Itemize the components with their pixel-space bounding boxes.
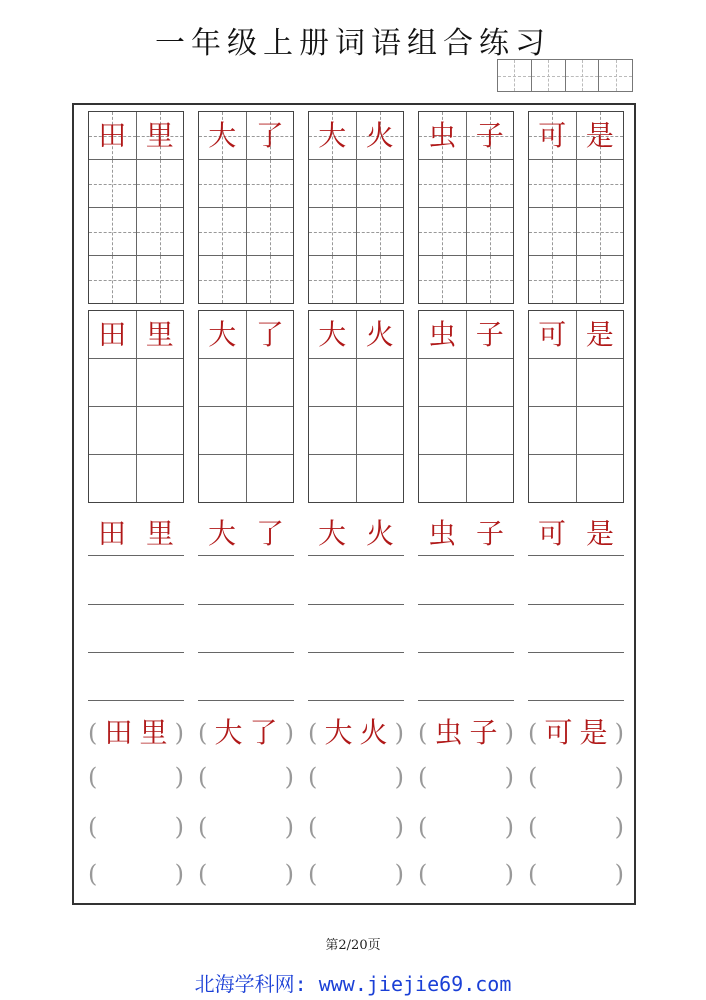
score-box — [497, 59, 633, 92]
close-paren: ) — [174, 719, 184, 747]
answer-parentheses[interactable] — [88, 815, 184, 839]
example-cell — [467, 311, 514, 358]
model-character: 火 — [365, 118, 394, 152]
writing-line[interactable] — [418, 604, 514, 605]
grid-row — [419, 407, 513, 455]
example-cell — [467, 112, 514, 159]
writing-line[interactable] — [528, 700, 624, 701]
model-character: 子 — [469, 716, 498, 749]
example-cell — [529, 112, 577, 159]
example-cell — [577, 112, 624, 159]
answer-parentheses[interactable] — [308, 815, 404, 839]
grid-row — [199, 359, 293, 407]
open-paren: ( — [528, 860, 538, 888]
writing-cell[interactable] — [309, 455, 357, 502]
writing-line[interactable] — [88, 555, 184, 556]
grid-row — [529, 407, 623, 455]
grid-row — [199, 112, 293, 160]
close-paren: ) — [504, 719, 514, 747]
model-character: 是 — [585, 118, 614, 152]
model-character: 田 — [104, 716, 133, 749]
grid-row — [419, 455, 513, 502]
writing-cell[interactable] — [529, 455, 577, 502]
writing-cell[interactable] — [309, 208, 357, 255]
answer-parentheses[interactable] — [308, 765, 404, 789]
line-word — [308, 517, 404, 550]
model-character: 大 — [318, 118, 347, 152]
writing-cell[interactable] — [467, 256, 514, 303]
writing-cell[interactable] — [309, 407, 357, 454]
answer-parentheses[interactable] — [88, 765, 184, 789]
writing-cell[interactable] — [357, 208, 404, 255]
example-cell — [419, 311, 467, 358]
writing-cell[interactable] — [199, 256, 247, 303]
close-paren: ) — [614, 763, 624, 791]
score-cell — [566, 60, 600, 91]
open-paren: ( — [308, 860, 318, 888]
footer-website: 北海学科网: www.jiejie69.com — [194, 972, 512, 996]
close-paren: ) — [284, 763, 294, 791]
writing-grid — [198, 111, 294, 304]
writing-cell[interactable] — [577, 256, 624, 303]
writing-cell[interactable] — [89, 407, 137, 454]
answer-parentheses[interactable] — [528, 862, 624, 886]
close-paren: ) — [614, 860, 624, 888]
answer-parentheses[interactable] — [88, 862, 184, 886]
open-paren: ( — [528, 719, 538, 747]
grid-row — [89, 407, 183, 455]
page-title: 一年级上册词语组合练习 — [155, 26, 551, 61]
answer-parentheses[interactable] — [198, 862, 294, 886]
writing-grid — [528, 111, 624, 304]
model-character: 可 — [537, 517, 566, 550]
open-paren: ( — [308, 719, 318, 747]
writing-cell[interactable] — [357, 256, 404, 303]
writing-grid — [528, 310, 624, 503]
grid-row — [89, 208, 183, 256]
close-paren: ) — [504, 860, 514, 888]
model-character: 虫 — [434, 716, 463, 749]
model-character: 虫 — [428, 118, 457, 152]
writing-cell[interactable] — [467, 455, 514, 502]
writing-cell[interactable] — [419, 208, 467, 255]
example-cell — [247, 112, 294, 159]
example-cell — [89, 112, 137, 159]
writing-line[interactable] — [88, 700, 184, 701]
model-character: 火 — [359, 716, 388, 749]
example-cell — [309, 112, 357, 159]
grid-row — [529, 160, 623, 208]
open-paren: ( — [88, 719, 98, 747]
model-character: 火 — [365, 317, 394, 351]
grid-row — [309, 359, 403, 407]
line-word — [418, 517, 514, 550]
writing-grid — [418, 310, 514, 503]
writing-line[interactable] — [528, 652, 624, 653]
model-character: 里 — [145, 118, 174, 152]
grid-row — [309, 311, 403, 359]
writing-line[interactable] — [418, 652, 514, 653]
open-paren: ( — [198, 763, 208, 791]
model-character: 大 — [318, 317, 347, 351]
writing-line[interactable] — [88, 604, 184, 605]
writing-grid — [88, 111, 184, 304]
writing-line[interactable] — [308, 555, 404, 556]
example-cell — [577, 311, 624, 358]
model-character: 了 — [255, 517, 284, 550]
close-paren: ) — [174, 860, 184, 888]
score-cell — [599, 60, 632, 91]
writing-cell[interactable] — [199, 359, 247, 406]
writing-line[interactable] — [198, 555, 294, 556]
close-paren: ) — [284, 860, 294, 888]
writing-cell[interactable] — [467, 208, 514, 255]
writing-line[interactable] — [528, 555, 624, 556]
writing-cell[interactable] — [137, 407, 184, 454]
writing-cell[interactable] — [577, 208, 624, 255]
writing-line[interactable] — [308, 652, 404, 653]
example-cell — [199, 311, 247, 358]
example-cell — [137, 112, 184, 159]
open-paren: ( — [88, 763, 98, 791]
score-cell — [498, 60, 532, 91]
writing-cell[interactable] — [419, 256, 467, 303]
example-cell — [309, 311, 357, 358]
writing-grid — [418, 111, 514, 304]
writing-cell[interactable] — [247, 455, 294, 502]
model-character: 大 — [324, 716, 353, 749]
model-character: 大 — [214, 716, 243, 749]
grid-row — [199, 160, 293, 208]
model-character: 里 — [145, 517, 174, 550]
writing-cell[interactable] — [577, 160, 624, 207]
paren-word — [528, 716, 624, 749]
grid-row — [309, 112, 403, 160]
model-character: 是 — [585, 317, 614, 351]
close-paren: ) — [614, 719, 624, 747]
model-character: 了 — [255, 317, 284, 351]
grid-row — [529, 256, 623, 303]
writing-line[interactable] — [418, 555, 514, 556]
writing-cell[interactable] — [247, 256, 294, 303]
writing-cell[interactable] — [137, 359, 184, 406]
grid-row — [89, 160, 183, 208]
writing-cell[interactable] — [467, 407, 514, 454]
open-paren: ( — [198, 813, 208, 841]
writing-cell[interactable] — [529, 160, 577, 207]
model-character: 田 — [98, 118, 127, 152]
grid-row — [419, 311, 513, 359]
writing-line[interactable] — [198, 652, 294, 653]
example-cell — [357, 311, 404, 358]
grid-row — [529, 112, 623, 160]
writing-cell[interactable] — [89, 359, 137, 406]
writing-cell[interactable] — [309, 256, 357, 303]
paren-word — [308, 716, 404, 749]
writing-grid — [88, 310, 184, 503]
writing-line[interactable] — [528, 604, 624, 605]
grid-row — [199, 311, 293, 359]
writing-cell[interactable] — [137, 160, 184, 207]
writing-cell[interactable] — [89, 256, 137, 303]
model-character: 大 — [208, 118, 237, 152]
model-character: 可 — [544, 716, 573, 749]
close-paren: ) — [174, 763, 184, 791]
model-character: 大 — [207, 517, 236, 550]
answer-parentheses[interactable] — [418, 862, 514, 886]
grid-row — [89, 455, 183, 502]
close-paren: ) — [394, 719, 404, 747]
writing-cell[interactable] — [577, 455, 624, 502]
model-character: 里 — [145, 317, 174, 351]
page-number: 第2/20页 — [325, 938, 381, 953]
grid-row — [529, 208, 623, 256]
grid-row — [419, 208, 513, 256]
close-paren: ) — [504, 813, 514, 841]
close-paren: ) — [284, 813, 294, 841]
writing-cell[interactable] — [357, 160, 404, 207]
writing-cell[interactable] — [467, 359, 514, 406]
close-paren: ) — [284, 719, 294, 747]
writing-cell[interactable] — [247, 160, 294, 207]
line-word — [88, 517, 184, 550]
grid-row — [419, 359, 513, 407]
writing-cell[interactable] — [357, 359, 404, 406]
grid-row — [199, 455, 293, 502]
open-paren: ( — [88, 860, 98, 888]
model-character: 火 — [365, 517, 394, 550]
model-character: 里 — [139, 716, 168, 749]
grid-row — [309, 256, 403, 303]
close-paren: ) — [394, 813, 404, 841]
example-cell — [357, 112, 404, 159]
open-paren: ( — [528, 763, 538, 791]
example-cell — [89, 311, 137, 358]
writing-cell[interactable] — [309, 359, 357, 406]
writing-cell[interactable] — [89, 208, 137, 255]
model-character: 可 — [538, 317, 567, 351]
close-paren: ) — [394, 860, 404, 888]
grid-row — [309, 455, 403, 502]
writing-cell[interactable] — [137, 208, 184, 255]
open-paren: ( — [528, 813, 538, 841]
answer-parentheses[interactable] — [198, 815, 294, 839]
writing-line[interactable] — [88, 652, 184, 653]
open-paren: ( — [418, 813, 428, 841]
close-paren: ) — [614, 813, 624, 841]
writing-cell[interactable] — [529, 359, 577, 406]
close-paren: ) — [394, 763, 404, 791]
open-paren: ( — [308, 763, 318, 791]
writing-cell[interactable] — [577, 407, 624, 454]
example-cell — [247, 311, 294, 358]
writing-cell[interactable] — [199, 407, 247, 454]
writing-cell[interactable] — [419, 407, 467, 454]
writing-cell[interactable] — [357, 455, 404, 502]
writing-cell[interactable] — [419, 359, 467, 406]
writing-cell[interactable] — [529, 208, 577, 255]
writing-cell[interactable] — [419, 455, 467, 502]
writing-cell[interactable] — [199, 160, 247, 207]
model-character: 田 — [97, 517, 126, 550]
model-character: 虫 — [428, 317, 457, 351]
writing-cell[interactable] — [89, 455, 137, 502]
model-character: 子 — [475, 317, 504, 351]
writing-line[interactable] — [418, 700, 514, 701]
example-cell — [529, 311, 577, 358]
grid-row — [89, 112, 183, 160]
writing-cell[interactable] — [199, 208, 247, 255]
paren-word — [418, 716, 514, 749]
example-cell — [137, 311, 184, 358]
open-paren: ( — [308, 813, 318, 841]
writing-grid — [198, 310, 294, 503]
grid-row — [89, 359, 183, 407]
writing-cell[interactable] — [419, 160, 467, 207]
grid-row — [419, 160, 513, 208]
grid-row — [419, 256, 513, 303]
writing-cell[interactable] — [357, 407, 404, 454]
close-paren: ) — [174, 813, 184, 841]
answer-parentheses[interactable] — [308, 862, 404, 886]
writing-cell[interactable] — [247, 407, 294, 454]
writing-cell[interactable] — [247, 208, 294, 255]
model-character: 可 — [538, 118, 567, 152]
answer-parentheses[interactable] — [198, 765, 294, 789]
answer-parentheses[interactable] — [418, 815, 514, 839]
writing-line[interactable] — [198, 700, 294, 701]
writing-cell[interactable] — [137, 455, 184, 502]
writing-cell[interactable] — [577, 359, 624, 406]
writing-cell[interactable] — [467, 160, 514, 207]
example-cell — [419, 112, 467, 159]
grid-row — [529, 311, 623, 359]
paren-word — [198, 716, 294, 749]
open-paren: ( — [198, 860, 208, 888]
answer-parentheses[interactable] — [528, 765, 624, 789]
paren-word — [88, 716, 184, 749]
writing-cell[interactable] — [137, 256, 184, 303]
model-character: 子 — [475, 118, 504, 152]
writing-cell[interactable] — [199, 455, 247, 502]
grid-row — [309, 208, 403, 256]
open-paren: ( — [88, 813, 98, 841]
model-character: 是 — [585, 517, 614, 550]
grid-row — [309, 160, 403, 208]
open-paren: ( — [418, 763, 428, 791]
model-character: 是 — [579, 716, 608, 749]
model-character: 田 — [98, 317, 127, 351]
open-paren: ( — [418, 719, 428, 747]
writing-cell[interactable] — [247, 359, 294, 406]
model-character: 虫 — [427, 517, 456, 550]
grid-row — [199, 256, 293, 303]
grid-row — [89, 311, 183, 359]
close-paren: ) — [504, 763, 514, 791]
model-character: 大 — [317, 517, 346, 550]
writing-cell[interactable] — [309, 160, 357, 207]
model-character: 大 — [208, 317, 237, 351]
writing-line[interactable] — [198, 604, 294, 605]
grid-row — [89, 256, 183, 303]
open-paren: ( — [418, 860, 428, 888]
grid-row — [529, 359, 623, 407]
grid-row — [309, 407, 403, 455]
score-cell — [532, 60, 566, 91]
answer-parentheses[interactable] — [528, 815, 624, 839]
model-character: 了 — [249, 716, 278, 749]
line-word — [528, 517, 624, 550]
line-word — [198, 517, 294, 550]
grid-row — [199, 208, 293, 256]
model-character: 了 — [255, 118, 284, 152]
answer-parentheses[interactable] — [418, 765, 514, 789]
grid-row — [529, 455, 623, 502]
grid-row — [419, 112, 513, 160]
writing-line[interactable] — [308, 604, 404, 605]
example-cell — [199, 112, 247, 159]
writing-grid — [308, 310, 404, 503]
writing-cell[interactable] — [529, 256, 577, 303]
open-paren: ( — [198, 719, 208, 747]
grid-row — [199, 407, 293, 455]
writing-grid — [308, 111, 404, 304]
writing-line[interactable] — [308, 700, 404, 701]
writing-cell[interactable] — [89, 160, 137, 207]
model-character: 子 — [475, 517, 504, 550]
writing-cell[interactable] — [529, 407, 577, 454]
